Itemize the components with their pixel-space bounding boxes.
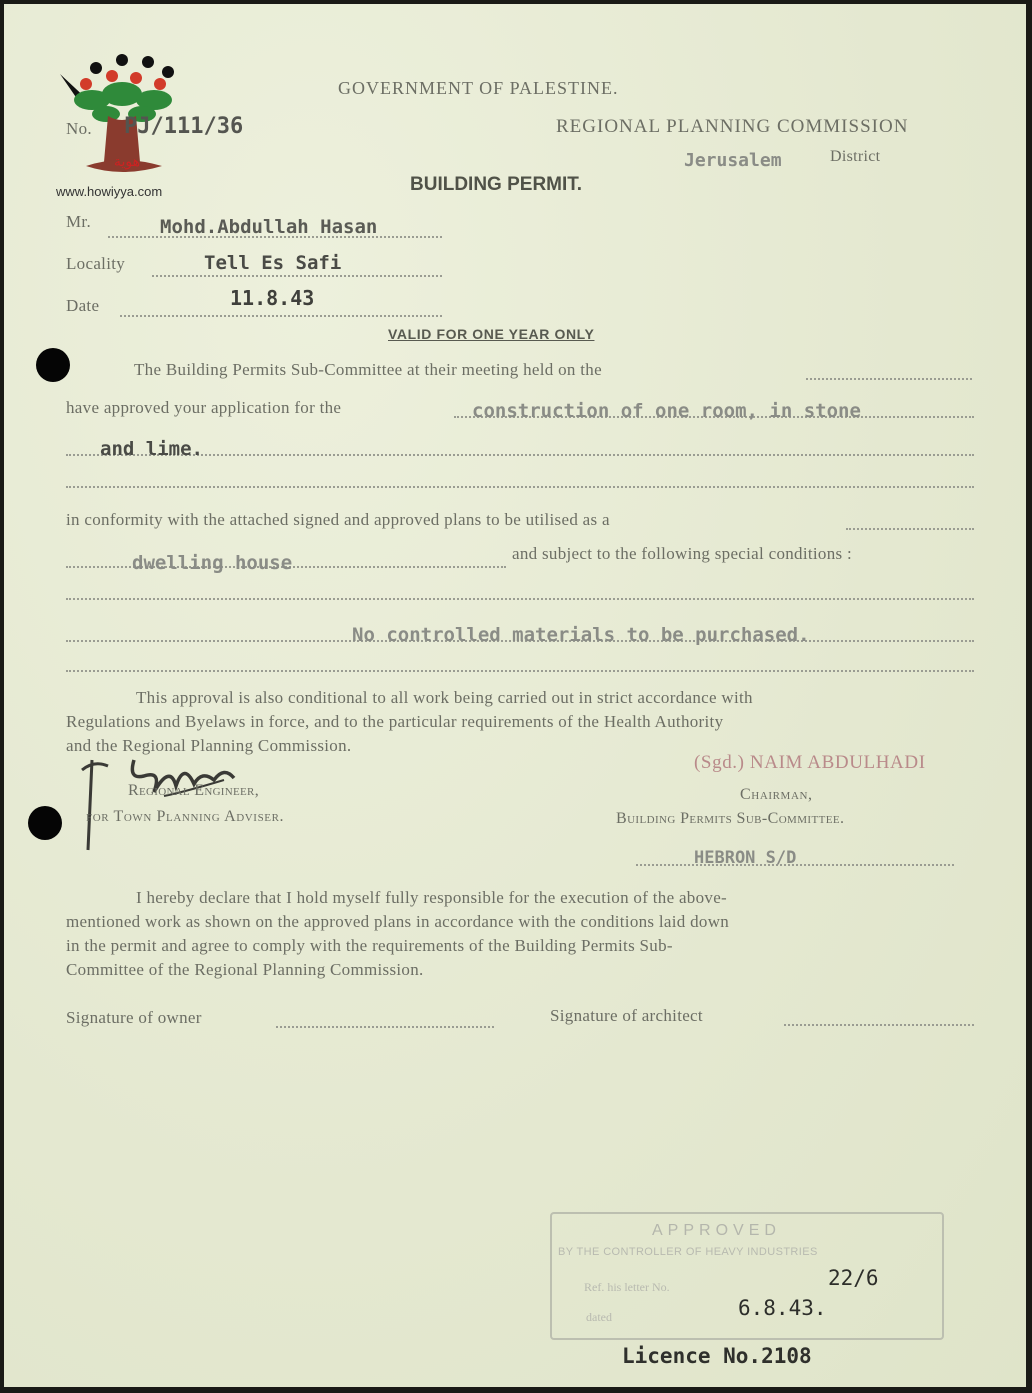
validity-notice: VALID FOR ONE YEAR ONLY [388, 326, 595, 342]
work-description-cont: and lime. [100, 438, 203, 460]
punch-hole-top [36, 348, 70, 382]
body-line-4: in conformity with the attached signed and approved plans to be utilised as a [66, 510, 610, 529]
approval-line-2: Regulations and Byelaws in force, and to the particular requirements of the Health Authority [66, 712, 724, 731]
declaration-line-1: I hereby declare that I hold myself fully responsible for the execution of the above- [136, 888, 728, 907]
locality-value: Tell Es Safi [204, 252, 342, 274]
licence-number: Licence No.2108 [622, 1344, 812, 1368]
permit-number: PJ/111/36 [124, 114, 244, 139]
chairman-name: (Sgd.) NAIM ABDULHADI [694, 752, 926, 773]
architect-signature-label: Signature of architect [550, 1006, 703, 1025]
permit-document [4, 4, 1026, 1387]
approval-line-1: This approval is also conditional to all work being carried out in strict accordance with [136, 688, 753, 707]
engineer-sub: for Town Planning Adviser. [86, 808, 285, 825]
permit-title: BUILDING PERMIT. [410, 174, 583, 195]
stamp-by: BY THE CONTROLLER OF HEAVY INDUSTRIES [558, 1246, 818, 1258]
mr-label: Mr. [66, 212, 91, 231]
approval-line-3: and the Regional Planning Commission. [66, 736, 352, 755]
building-use: dwelling house [132, 552, 293, 574]
district-label: District [830, 148, 881, 165]
body-line-2-prefix: have approved your application for the [66, 398, 342, 417]
stamp-ref-label: Ref. his letter No. [584, 1280, 670, 1294]
body-line-1: The Building Permits Sub-Committee at their meeting held on the [134, 360, 602, 379]
declaration-line-4: Committee of the Regional Planning Commission. [66, 960, 424, 979]
number-label: No. [66, 119, 92, 138]
declaration-line-3: in the permit and agree to comply with the requirements of the Building Permits Sub- [66, 936, 673, 955]
stamp-ref-value: 22/6 [828, 1266, 879, 1290]
approval-stamp [550, 1212, 944, 1340]
work-description: construction of one room, in stone [472, 400, 861, 422]
svg-text:هوية: هوية [114, 154, 141, 170]
office-stamp: HEBRON S/D [694, 848, 797, 868]
engineer-title: Regional Engineer, [128, 782, 259, 799]
stamp-dated-value: 6.8.43. [738, 1296, 827, 1320]
government-heading: GOVERNMENT OF PALESTINE. [338, 78, 619, 98]
engineer-signature [74, 740, 264, 860]
chairman-sub: Building Permits Sub-Committee. [616, 810, 845, 827]
chairman-title: Chairman, [740, 786, 813, 803]
date-value: 11.8.43 [230, 286, 315, 310]
date-label: Date [66, 296, 100, 315]
punch-hole-bottom [28, 806, 62, 840]
district-name: Jerusalem [684, 150, 782, 171]
stamp-dated-label: dated [586, 1310, 612, 1324]
locality-label: Locality [66, 254, 126, 273]
applicant-name: Mohd.Abdullah Hasan [160, 216, 378, 238]
stamp-approved: APPROVED [652, 1222, 781, 1239]
commission-heading: REGIONAL PLANNING COMMISSION [556, 116, 909, 137]
special-condition: No controlled materials to be purchased. [352, 624, 810, 646]
owner-signature-label: Signature of owner [66, 1008, 202, 1027]
declaration-line-2: mentioned work as shown on the approved plans in accordance with the conditions laid down [66, 912, 730, 931]
body-line-5-suffix: and subject to the following special conditions : [512, 544, 852, 563]
logo-site-text: www.howiyya.com [56, 184, 163, 199]
